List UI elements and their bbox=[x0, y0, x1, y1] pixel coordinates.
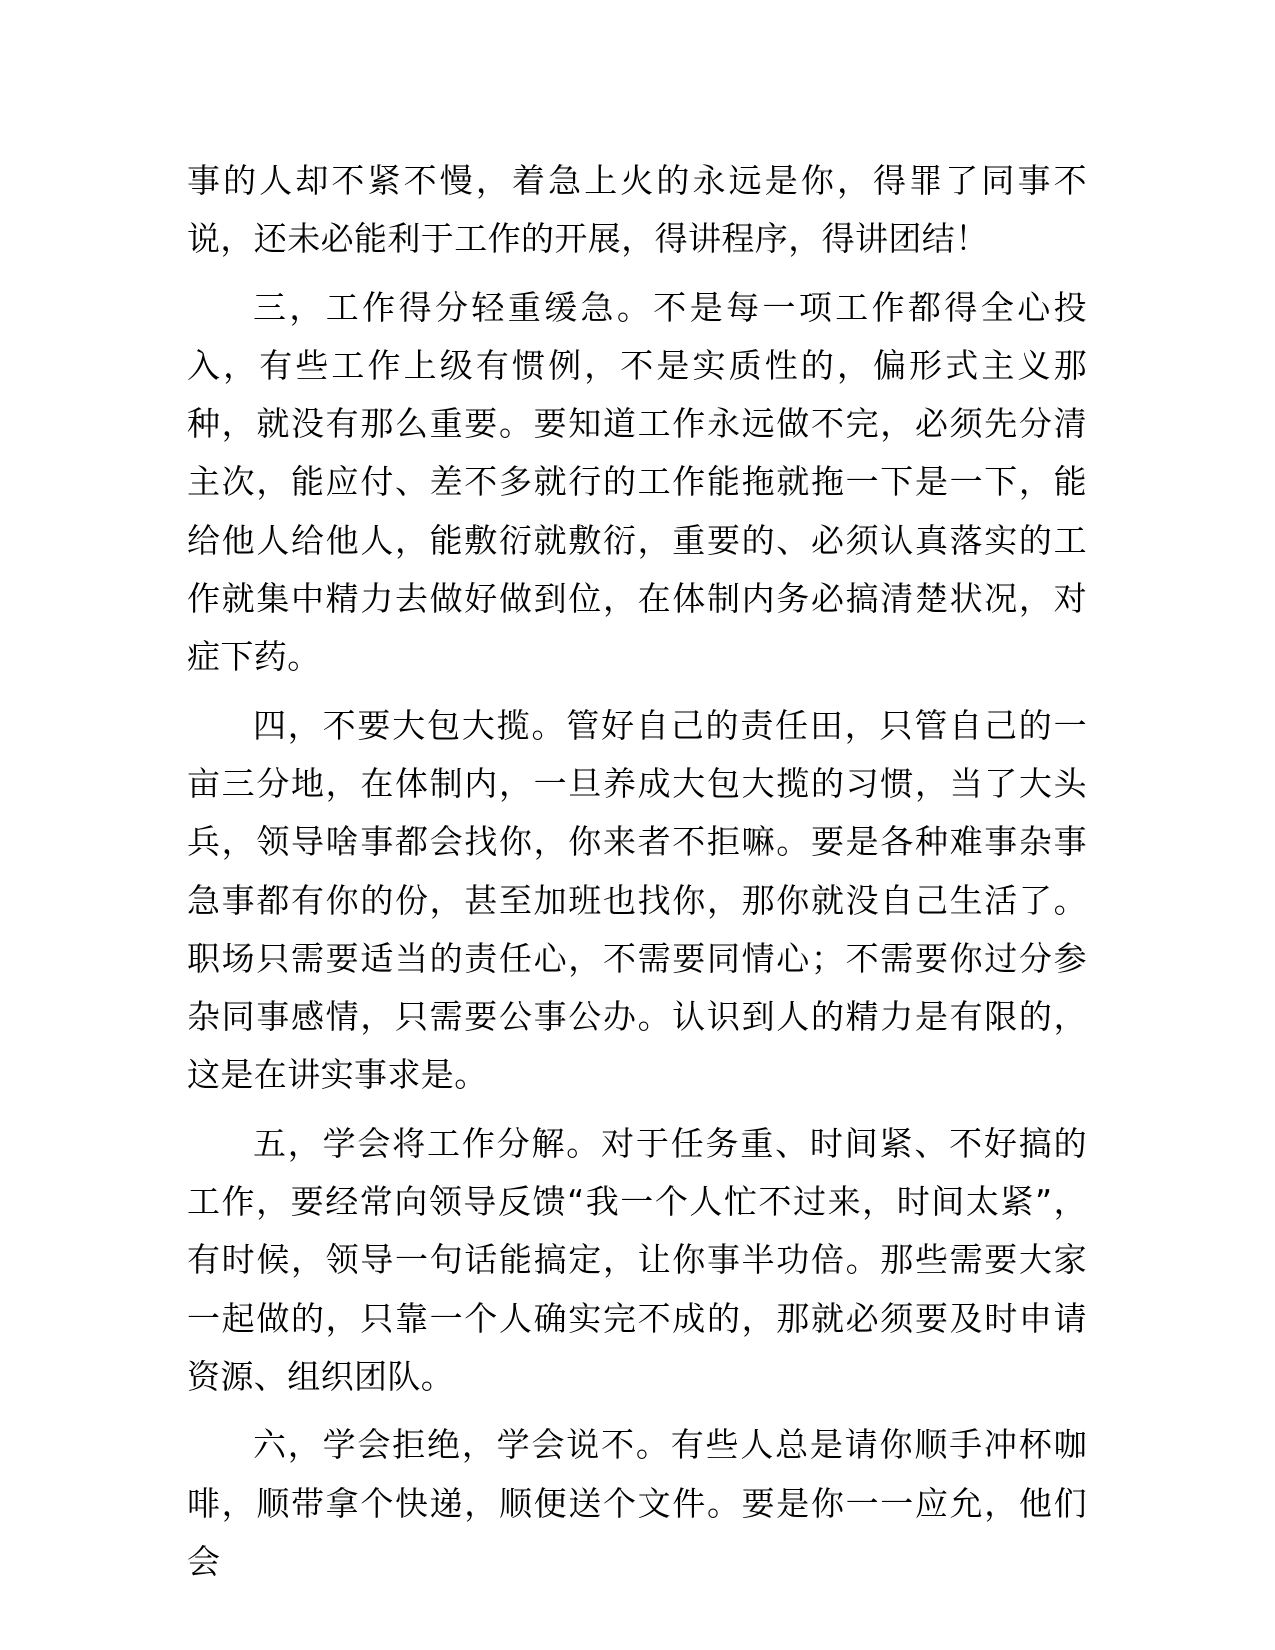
paragraph-point-four: 四，不要大包大揽。管好自己的责任田，只管自己的一亩三分地，在体制内，一旦养成大包大揽的习惯，当了大头兵，领导啥事都会找你，你来者不拒嘛。要是各种难事杂事急事都有你的份，甚至加班也找你，那你就没自己生活了。职场只需要适当的责任心，不需要同情心；不需要你过分参杂同事感情，只需要公事公办。认识到人的精力是有限的，这是在讲实事求是。 bbox=[187, 705, 1087, 1095]
paragraph-continuation: 事的人却不紧不慢，着急上火的永远是你，得罪了同事不说，还未必能利于工作的开展，得讲程序，得讲团结！ bbox=[187, 161, 1087, 259]
paragraph-point-six: 六，学会拒绝，学会说不。有些人总是请你顺手冲杯咖啡，顺带拿个快递，顺便送个文件。要是你一一应允，他们会 bbox=[187, 1425, 1087, 1581]
paragraph-point-three: 三，工作得分轻重缓急。不是每一项工作都得全心投入，有些工作上级有惯例，不是实质性的，偏形式主义那种，就没有那么重要。要知道工作永远做不完，必须先分清主次，能应付、差不多就行的工作能拖就拖一下是一下，能给他人给他人，能敷衍就敷衍，重要的、必须认真落实的工作就集中精力去做好做到位，在体制内务必搞清楚状况，对症下药。 bbox=[187, 287, 1087, 677]
document-body bbox=[187, 152, 1087, 1601]
paragraph-point-five: 五，学会将工作分解。对于任务重、时间紧、不好搞的工作，要经常向领导反馈“我一个人忙不过来，时间太紧”，有时候，领导一句话能搞定，让你事半功倍。那些需要大家一起做的，只靠一个人确实完不成的，那就必须要及时申请资源、组织团队。 bbox=[187, 1123, 1087, 1396]
